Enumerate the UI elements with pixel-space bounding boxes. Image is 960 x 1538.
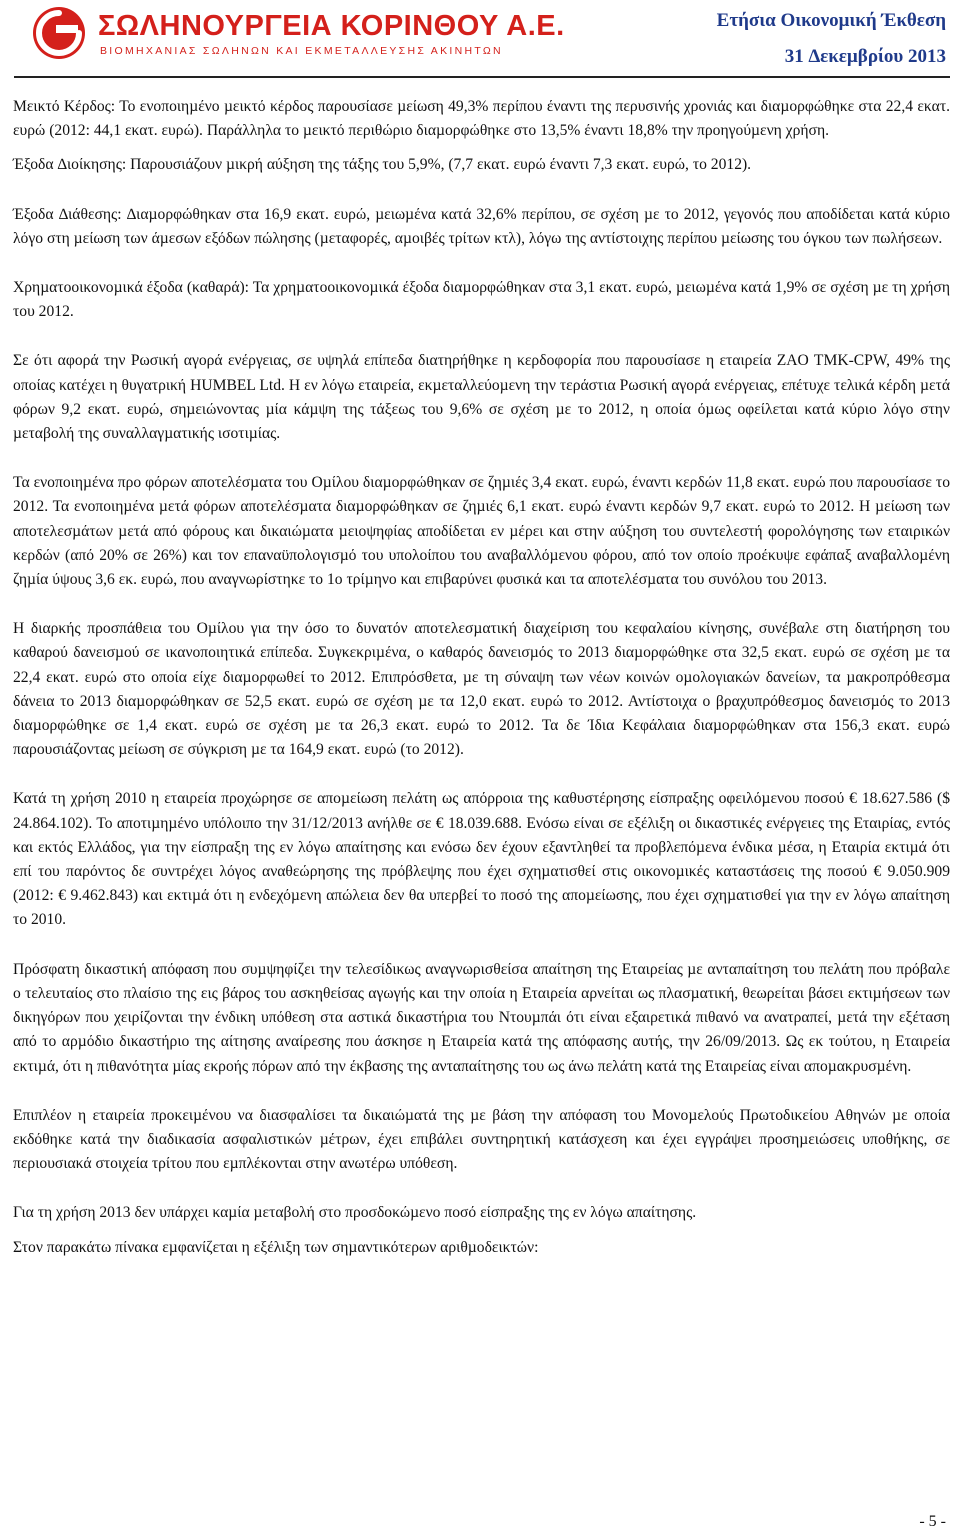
report-date: 31 ∆εκεµβρίου 2013 bbox=[784, 46, 946, 67]
header-divider bbox=[14, 76, 950, 78]
paragraph-selling-expenses: Έξοδα ∆ιάθεσης: ∆ιαµορφώθηκαν στα 16,9 εκατ. ευρώ, µειωµένα κατά 32,6% περίπου, σε σχέση µε το 2012, γεγονός που αποδίδεται κατά κύριο λόγο στη µείωση των άµεσων εξόδων πώλησης (µεταφορές, αµοιβές τρίτων κτλ), λόγω της αντίστοιχης περίπου µείωσης του όγκου των πωλήσεων. bbox=[13, 205, 950, 247]
page-header bbox=[0, 0, 960, 72]
paragraph-impairment: Κατά τη χρήση 2010 η εταιρεία προχώρησε σε αποµείωση πελάτη ως απόρροια της καθυστέρησης είσπραξης οφειλόµενου ποσού € 18.627.586 ($ 24.864.102). Το αποτιµηµένο υπόλοιπο την 31/12/2013 ανήλθε σε € 18.039.688. Ενόσω είναι σε εξέλιξη οι δικαστικές ενέργειες της Εταιρίας, εντός και εκτός Ελλάδος, για την είσπραξη της εν λόγω απαίτησης και ενόσω δεν έχουν εξαντληθεί τα προβλεπόµενα ένδικα µέσα, η Εταιρία εκτιµά ότι επί του παρόντος δε συντρέχει λόγος αναθεώρησης της πρόβλεψης που έχει σχηµατισθεί στις οικονοµικές καταστάσεις της ποσού € 9.050.909 (2012: € 9.462.843) και εκτιµά ότι η ενδεχόµενη απώλεια δεν θα υπερβεί το ποσό της αποµείωσης, που έχει σχηµατισθεί για την εν λόγω απαίτηση το 2010. bbox=[13, 790, 950, 929]
paragraph-ratios-intro: Στον παρακάτω πίνακα εµφανίζεται η εξέλιξη των σηµαντικότερων αριθµοδεικτών: bbox=[13, 1238, 539, 1256]
paragraph-group-results: Τα ενοποιηµένα προ φόρων αποτελέσµατα του Οµίλου διαµορφώθηκαν σε ζηµιές 3,4 εκατ. ευρώ, έναντι κερδών 11,8 εκατ. ευρώ που παρουσίασε το 2012. Τα ενοποιηµένα µετά φόρων αποτελέσµατα διαµορφώθηκαν σε ζηµιές 6,1 εκατ. ευρώ έναντι κερδών 9,7 εκατ. ευρώ το 2012. Η µείωση των αποτελεσµάτων µετά από φόρους και δικαιώµατα µειοψηφίας αποδίδεται εν µέρει και στην αύξηση του συντελεστή φορολόγησης των εταιρικών κερδών (από 20% σε 26%) και τον επαναϋπολογισµό του υπολοίπου του αναβαλλόµενου φόρου, από τον οποίο προέκυψε εφάπαξ αναβαλλοµένη ζηµία ύψους 3,6 εκ. ευρώ, που αναγνωρίστηκε το 1ο τρίµηνο και επιβαρύνει φυσικά και τα αποτελέσµατα του συνόλου του 2013. bbox=[13, 474, 950, 589]
company-logo bbox=[30, 4, 565, 62]
logo-emblem-icon bbox=[30, 4, 88, 62]
report-title: Ετήσια Οικονομική Έκθεση bbox=[716, 10, 946, 31]
paragraph-admin-expenses: Έξοδα ∆ιοίκησης: Παρουσιάζουν µικρή αύξηση της τάξης του 5,9%, (7,7 εκατ. ευρώ έναντι 7,3 εκατ. ευρώ, το 2012). bbox=[13, 156, 752, 174]
paragraph-net-debt: Η διαρκής προσπάθεια του Οµίλου για την όσο το δυνατόν αποτελεσµατική διαχείριση του κεφαλαίου κίνησης, συνέβαλε στη διατήρηση του καθαρού δανεισµού σε ικανοποιητικά επίπεδα. Συγκεκριµένα, ο καθαρός δανεισµός το 2013 διαµορφώθηκε στα 32,5 εκατ. ευρώ σε σχέση µε τα 22,4 εκατ. ευρώ στο οποία είχε διαµορφωθεί το 2012. Επιπρόσθετα, µε τη σύναψη των νέων κοινών οµολογιακών δανείων, τα µακροπρόθεσµα δάνεια το 2013 διαµορφώθηκαν σε 52,5 εκατ. ευρώ σε σχέση µε τα 12,0 εκατ. ευρώ το 2012. Αντίστοιχα ο βραχυπρόθεσµος δανεισµός το 2013 διαµορφώθηκε σε 1,4 εκατ. ευρώ σε σχέση µε τα 26,3 εκατ. ευρώ το 2012. Τα δε Ίδια Κεφάλαια διαµορφώθηκαν στα 156,3 εκατ. ευρώ παρουσιάζοντας µείωση σε σύγκριση µε τα 164,9 εκατ. ευρώ (το 2012). bbox=[13, 620, 950, 759]
paragraph-russian-market: Σε ότι αφορά την Ρωσική αγορά ενέργειας, σε υψηλά επίπεδα διατηρήθηκε η κερδοφορία που παρουσίασε η εταιρεία ZAO TMK-CPW, 49% της οποίας κατέχει η θυγατρική HUMBEL Ltd. Η εν λόγω εταιρεία, εκµεταλλεύοµενη την τεράστια Ρωσική αγορά ενέργειας, επέτυχε τελικά κέρδη µετά φόρων 9,2 εκατ. ευρώ, σηµειώνοντας µία κάµψη της τάξεως του 9,6% σε σχέση µε το 2012, η οποία όµως οφείλεται κατά κύριο λόγο στην µεταβολή της συναλλαγµατικής ισοτιµίας. bbox=[13, 352, 950, 443]
company-tagline: ΒΙΟΜΗΧΑΝΙΑΣ ΣΩΛΗΝΩΝ ΚΑΙ ΕΚΜΕΤΑΛΛΕΥΣΗΣ ΑΚΙΝΗΤΩΝ bbox=[100, 45, 503, 57]
paragraph-no-change: Για τη χρήση 2013 δεν υπάρχει καµία µεταβολή στο προσδοκώµενο ποσό είσπραξης της εν λόγω απαίτησης. bbox=[13, 1204, 697, 1222]
company-name: ΣΩΛΗΝΟΥΡΓΕΙΑ ΚΟΡΙΝΘΟΥ Α.Ε. bbox=[98, 10, 565, 42]
page-number: - 5 - bbox=[919, 1513, 946, 1530]
paragraph-court-decision: Πρόσφατη δικαστική απόφαση που συµψηφίζει την τελεσίδικως αναγνωρισθείσα απαίτηση της Εταιρείας µε ανταπαίτηση του πελάτη που πρόβαλε ο τελευταίος στο πλαίσιο της εις βάρος του ασκηθείσας αγωγής και την οποία η Εταιρεία αρνείται ως πλασµατική, θεωρείται βάσει εκτιµήσεων των δικηγόρων που χειρίζονται την ένδικη υπόθεση στα αστικά δικαστήρια του Ντουµπάι ότι είναι εξαιρετικά πιθανό να ανατραπεί, µετά την εξέταση από το αρµόδιο δικαστήριο της αίτησης αναίρεσης που άσκησε η Εταιρεία κατά της απόφασης αυτής, την 26/09/2013. Ως εκ τούτου, η Εταιρεία εκτιµά, ότι η πιθανότητα µίας εκροής πόρων από την έκβασης της ανταπαίτησης του ως άνω πελάτη κατά της Εταιρείας είναι αποµακρυσµένη. bbox=[13, 960, 950, 1075]
report-info bbox=[717, 8, 946, 70]
paragraph-financial-expenses: Χρηµατοοικονοµικά έξοδα (καθαρά): Τα χρηµατοοικονοµικά έξοδα διαµορφώθηκαν στα 3,1 εκατ. ευρώ, µειωµένα κατά 1,9% σε σχέση µε τη χρήση του 2012. bbox=[13, 279, 950, 321]
document-body bbox=[13, 95, 950, 1285]
paragraph-precautionary-measures: Επιπλέον η εταιρεία προκειµένου να διασφαλίσει τα δικαιώµατά της µε βάση την απόφαση του Μονοµελούς Πρωτοδικείου Αθηνών µε οποία εκδόθηκε κατά την διαδικασία ασφαλιστικών µέτρων, έχει επιβάλει συντηρητική κατάσχεση και έχει εγγράψει προσηµειώσεις υποθήκης, σε περιουσιακά στοιχεία τρίτου που εµπλέκονται στην ανωτέρω υπόθεση. bbox=[13, 1106, 950, 1173]
paragraph-gross-profit: Μεικτό Κέρδος: Το ενοποιηµένο µεικτό κέρδος παρουσίασε µείωση 49,3% περίπου έναντι της περυσινής χρονιάς και διαµορφώθηκε στα 22,4 εκατ. ευρώ (2012: 44,1 εκατ. ευρώ). Παράλληλα το µεικτό περιθώριο διαµορφώθηκε στο 13,5% έναντι 18,8% την προηγούµενη χρήση. bbox=[13, 98, 950, 140]
